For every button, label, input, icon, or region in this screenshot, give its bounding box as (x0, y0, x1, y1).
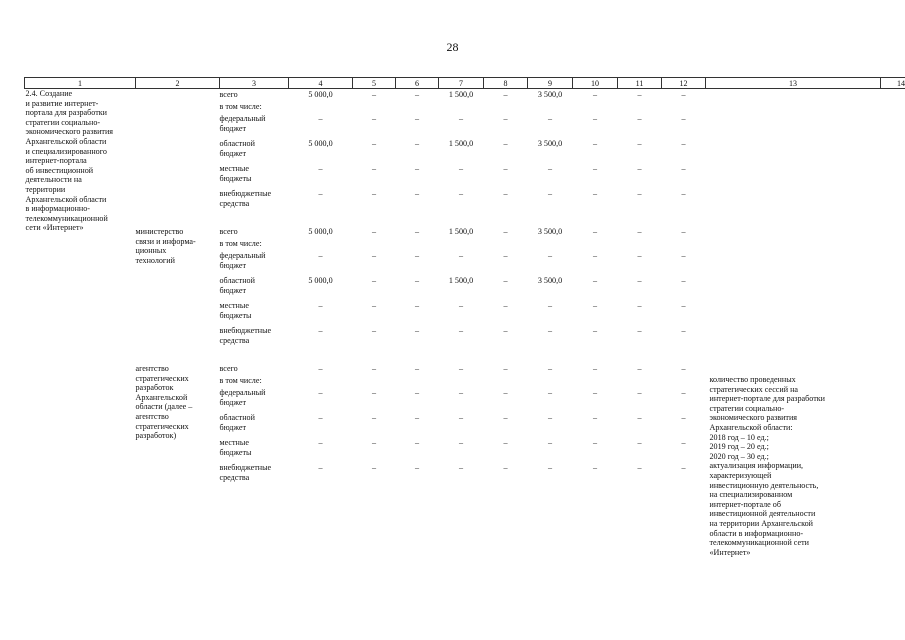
column-header: 4 (289, 78, 353, 89)
note-cell (881, 89, 905, 227)
funding-value: – (547, 413, 553, 422)
funding-value: – (503, 227, 508, 236)
funding-value: – (414, 251, 420, 260)
funding-value: – (547, 326, 553, 335)
funding-source-label (220, 102, 289, 112)
funding-value: – (592, 251, 598, 260)
funding-row (220, 364, 706, 376)
text-line: Архангельской области (25, 194, 107, 204)
funding-value: – (503, 413, 508, 422)
text-line: бюджеты (219, 447, 252, 457)
funding-value: – (503, 90, 508, 99)
text-line: бюджет (219, 285, 246, 295)
text-line: местные (219, 301, 249, 310)
funding-row (220, 251, 706, 276)
text-line: местные (219, 164, 249, 173)
column-header: 6 (396, 78, 439, 89)
funding-source-label (220, 189, 289, 208)
funding-value: – (637, 364, 642, 373)
text-line: Архангельской (135, 392, 188, 402)
text-line: местные (219, 438, 249, 447)
funding-value: – (318, 364, 323, 373)
funding-source-label (220, 438, 289, 457)
funding-cell (220, 363, 706, 557)
funding-value: – (371, 164, 377, 173)
funding-value: – (637, 227, 642, 236)
funding-value: – (592, 114, 598, 123)
funding-value: – (503, 139, 508, 148)
funding-value: – (547, 301, 553, 310)
text-line: областной (219, 413, 255, 422)
funding-value: – (371, 326, 377, 335)
funding-value: – (637, 90, 642, 99)
text-line: средства (219, 198, 250, 208)
funding-source-label (220, 326, 289, 345)
text-line: 2019 год – 20 ед.; (709, 442, 769, 452)
text-line: бюджет (219, 397, 246, 407)
funding-value: – (414, 189, 420, 198)
funding-row (220, 326, 706, 351)
funding-value: – (681, 326, 686, 335)
funding-value: 5 000,0 (308, 139, 333, 148)
column-header: 12 (662, 78, 706, 89)
text-line: в информационно- (25, 204, 90, 214)
funding-value: – (592, 164, 598, 173)
funding-value: – (371, 90, 377, 99)
funding-value: – (592, 388, 598, 397)
funding-value: – (592, 276, 598, 285)
funding-value: – (681, 189, 686, 198)
funding-value: – (371, 301, 377, 310)
funding-value: – (458, 326, 464, 335)
funding-value: – (318, 189, 323, 198)
page-number: 28 (446, 40, 459, 54)
text-line: бюджет (219, 123, 246, 133)
text-line: актуализация информации, (709, 461, 804, 471)
text-line: интернет-портале для разработки (709, 394, 826, 404)
funding-value: – (503, 326, 508, 335)
funding-cell (220, 226, 706, 363)
executor-row (25, 363, 905, 557)
funding-value: – (592, 90, 598, 99)
funding-value: – (592, 438, 598, 447)
funding-value: – (637, 189, 642, 198)
indicator-cell (706, 89, 881, 227)
text-line: экономического развития (25, 127, 114, 137)
block-spacer (220, 488, 706, 500)
text-line: областной (219, 139, 255, 148)
funding-value: – (458, 413, 464, 422)
funding-value: – (547, 164, 553, 173)
funding-row (220, 90, 706, 102)
funding-row (220, 164, 706, 189)
funding-value: – (681, 164, 686, 173)
text-line: разработок) (135, 431, 177, 441)
funding-source-label (220, 388, 289, 407)
funding-row (220, 463, 706, 488)
column-header: 2 (136, 78, 220, 89)
funding-value: 1 500,0 (448, 90, 474, 99)
text-line: внебюджетные (219, 189, 272, 198)
funding-source-label (220, 276, 289, 295)
text-line: на специализированном (709, 490, 793, 500)
funding-value: – (637, 413, 642, 422)
funding-value: – (547, 463, 553, 472)
funding-value: – (681, 114, 686, 123)
funding-value: – (371, 438, 377, 447)
funding-value: – (458, 114, 464, 123)
funding-value: – (503, 301, 508, 310)
measure-name (26, 89, 136, 233)
funding-value: – (637, 114, 642, 123)
funding-value: – (371, 189, 377, 198)
text-line: 2.4. Создание (25, 89, 73, 98)
text-line: интернет-портала (25, 156, 87, 166)
funding-row (220, 189, 706, 214)
funding-value: – (637, 164, 642, 173)
funding-value: 5 000,0 (308, 276, 333, 285)
block-spacer (220, 351, 706, 363)
funding-value: – (458, 388, 464, 397)
funding-value: – (318, 438, 323, 447)
funding-value: – (414, 326, 420, 335)
funding-value: 1 500,0 (448, 276, 474, 285)
column-number-row (25, 78, 905, 89)
funding-value: 3 500,0 (537, 276, 563, 285)
funding-row (220, 301, 706, 326)
executor-row (25, 226, 905, 363)
text-line: территории (25, 184, 66, 194)
text-line: федеральный (219, 114, 266, 123)
funding-value: – (503, 388, 508, 397)
funding-value: – (414, 227, 420, 236)
text-line: экономического развития (709, 413, 798, 423)
funding-value: – (681, 301, 686, 310)
funding-value: – (637, 326, 642, 335)
funding-value: – (503, 251, 508, 260)
column-header: 10 (573, 78, 618, 89)
funding-value: – (681, 364, 686, 373)
funding-value: – (681, 438, 686, 447)
funding-value: – (318, 388, 323, 397)
text-line: в том числе: (219, 102, 262, 111)
column-header: 3 (220, 78, 289, 89)
funding-value: – (637, 463, 642, 472)
column-header: 7 (439, 78, 484, 89)
funding-source-label (220, 139, 289, 158)
note-cell (881, 226, 905, 363)
funding-value: – (681, 139, 686, 148)
funding-value: – (592, 463, 598, 472)
text-line: связи и информа- (135, 236, 196, 246)
funding-value: – (637, 251, 642, 260)
text-line: бюджет (219, 148, 246, 158)
column-header: 9 (528, 78, 573, 89)
text-line: средства (219, 472, 250, 482)
funding-row (220, 388, 706, 413)
text-line: сети «Интернет» (25, 223, 84, 233)
funding-value: – (414, 276, 420, 285)
text-line: интернет-портале об (709, 499, 781, 509)
funding-value: – (681, 413, 686, 422)
text-line: деятельности на (25, 175, 82, 185)
column-header: 11 (618, 78, 662, 89)
text-line: 2020 год – 30 ед.; (709, 451, 769, 461)
funding-value: – (458, 301, 464, 310)
funding-value: – (503, 276, 508, 285)
text-line: внебюджетные (219, 326, 272, 335)
funding-row (220, 438, 706, 463)
funding-value: – (371, 139, 377, 148)
text-line: стратегии социально- (709, 403, 785, 413)
text-line: областной (219, 276, 255, 285)
funding-source-label (220, 463, 289, 482)
text-line: характеризующей (709, 470, 772, 480)
funding-value: 3 500,0 (537, 90, 563, 99)
text-line: министерство (135, 227, 184, 236)
funding-value: – (503, 189, 508, 198)
funding-value: – (547, 189, 553, 198)
text-line: телекоммуникационной сети (709, 538, 809, 548)
text-line: 2018 год – 10 ед.; (709, 432, 769, 442)
funding-value: – (318, 301, 323, 310)
executor-cell (136, 363, 220, 557)
funding-value: – (371, 251, 377, 260)
funding-value: – (371, 114, 377, 123)
funding-value: – (637, 276, 642, 285)
text-line: в том числе: (219, 376, 262, 385)
funding-value: – (318, 463, 323, 472)
funding-value: – (458, 364, 464, 373)
indicator-cell (706, 363, 881, 557)
text-line: бюджет (219, 260, 246, 270)
text-line: ционных (135, 246, 167, 256)
funding-value: – (681, 463, 686, 472)
funding-value: – (503, 364, 508, 373)
funding-source-label (220, 227, 289, 237)
funding-value: – (414, 139, 420, 148)
text-line: средства (219, 335, 250, 345)
funding-source-label (220, 376, 289, 386)
funding-source-label (220, 114, 289, 133)
text-line: разработок (135, 383, 174, 393)
funding-value: – (414, 301, 420, 310)
funding-source-label (220, 301, 289, 320)
funding-value: – (371, 413, 377, 422)
funding-value: – (414, 364, 420, 373)
text-line: инвестиционную деятельность, (709, 480, 819, 490)
funding-value: – (592, 413, 598, 422)
text-line: на территории Архангельской (709, 518, 813, 528)
text-line: всего (219, 227, 238, 236)
measure-name-cell (25, 89, 136, 558)
text-line: портала для разработки (25, 108, 108, 118)
text-line: стратегии социально- (25, 117, 101, 127)
column-header: 14 (881, 78, 905, 89)
funding-value: – (503, 463, 508, 472)
funding-value: 5 000,0 (308, 227, 333, 236)
text-line: «Интернет» (709, 547, 751, 557)
funding-value: – (681, 276, 686, 285)
funding-row (220, 239, 706, 251)
funding-value: – (458, 164, 464, 173)
text-line: стратегических сессий на (709, 384, 799, 394)
indicator-cell (706, 226, 881, 363)
funding-cell (220, 89, 706, 227)
funding-value: – (458, 251, 464, 260)
funding-value: – (414, 463, 420, 472)
funding-value: – (414, 438, 420, 447)
note-cell (881, 363, 905, 557)
funding-value: – (592, 364, 598, 373)
funding-value: – (681, 388, 686, 397)
funding-value: – (318, 413, 323, 422)
funding-value: – (592, 189, 598, 198)
funding-source-label (220, 413, 289, 432)
text-line: инвестиционной деятельности (709, 509, 816, 519)
funding-value: 5 000,0 (308, 90, 333, 99)
funding-value: – (592, 301, 598, 310)
funding-value: – (637, 301, 642, 310)
funding-source-label (220, 164, 289, 183)
funding-value: 3 500,0 (537, 139, 563, 148)
funding-value: – (458, 189, 464, 198)
funding-row (220, 376, 706, 388)
funding-source-label (220, 364, 289, 374)
text-line: об инвестиционной (25, 165, 94, 175)
text-line: Архангельской области (25, 136, 107, 146)
funding-value: – (318, 114, 323, 123)
funding-value: 1 500,0 (448, 227, 474, 236)
funding-value: – (503, 114, 508, 123)
text-line: стратегических (135, 421, 189, 431)
funding-row (220, 114, 706, 139)
column-header: 8 (484, 78, 528, 89)
text-line: агентство (135, 411, 169, 421)
funding-value: – (318, 251, 323, 260)
funding-value: – (318, 164, 323, 173)
funding-row (220, 102, 706, 114)
funding-value: – (681, 227, 686, 236)
executor-cell (136, 226, 220, 363)
text-line: в том числе: (219, 239, 262, 248)
text-line: федеральный (219, 388, 266, 397)
funding-value: – (414, 164, 420, 173)
funding-value: – (547, 364, 553, 373)
text-line: внебюджетные (219, 463, 272, 472)
text-line: бюджет (219, 422, 246, 432)
funding-value: 3 500,0 (537, 227, 563, 236)
funding-value: – (592, 227, 598, 236)
text-line: бюджеты (219, 173, 252, 183)
text-line: телекоммуникационной (25, 213, 108, 223)
funding-value: – (681, 90, 686, 99)
text-line: области в информационно- (709, 528, 804, 538)
funding-value: – (503, 438, 508, 447)
executor-cell (136, 89, 220, 227)
text-line: бюджеты (219, 310, 252, 320)
column-header: 13 (706, 78, 881, 89)
funding-value: – (371, 364, 377, 373)
text-line: агентство (135, 364, 169, 373)
funding-source-label (220, 251, 289, 270)
funding-value: – (371, 227, 377, 236)
funding-value: – (547, 251, 553, 260)
funding-row (220, 227, 706, 239)
funding-value: – (458, 438, 464, 447)
text-line: федеральный (219, 251, 266, 260)
funding-source-label (220, 239, 289, 249)
column-header: 1 (25, 78, 136, 89)
funding-value: – (318, 326, 323, 335)
text-line: всего (219, 90, 238, 99)
funding-value: – (681, 251, 686, 260)
funding-value: – (414, 388, 420, 397)
funding-value: – (637, 438, 642, 447)
funding-row (220, 276, 706, 301)
funding-value: – (414, 114, 420, 123)
text-line: всего (219, 364, 238, 373)
funding-value: – (547, 114, 553, 123)
funding-value: – (592, 326, 598, 335)
funding-value: – (637, 388, 642, 397)
funding-value: – (547, 388, 553, 397)
funding-row (220, 413, 706, 438)
funding-row (220, 139, 706, 164)
funding-value: – (371, 463, 377, 472)
funding-source-label (220, 90, 289, 100)
funding-value: – (458, 463, 464, 472)
column-header: 5 (353, 78, 396, 89)
text-line: области (далее – (135, 402, 193, 412)
text-line: и развитие интернет- (25, 98, 99, 108)
text-line: технологий (135, 255, 175, 265)
funding-value: – (547, 438, 553, 447)
funding-value: – (592, 139, 598, 148)
funding-value: – (637, 139, 642, 148)
funding-value: – (503, 164, 508, 173)
indicator-text (710, 375, 881, 557)
funding-value: – (414, 90, 420, 99)
block-spacer (220, 214, 706, 226)
funding-value: 1 500,0 (448, 139, 474, 148)
text-line: стратегических (135, 373, 189, 383)
text-line: и специализированного (25, 146, 107, 156)
funding-value: – (371, 388, 377, 397)
text-line: количество проведенных (709, 375, 796, 384)
program-measures-table (24, 77, 905, 557)
measure-row (25, 89, 905, 227)
text-line: Архангельской области: (709, 422, 793, 432)
funding-value: – (414, 413, 420, 422)
funding-value: – (371, 276, 377, 285)
